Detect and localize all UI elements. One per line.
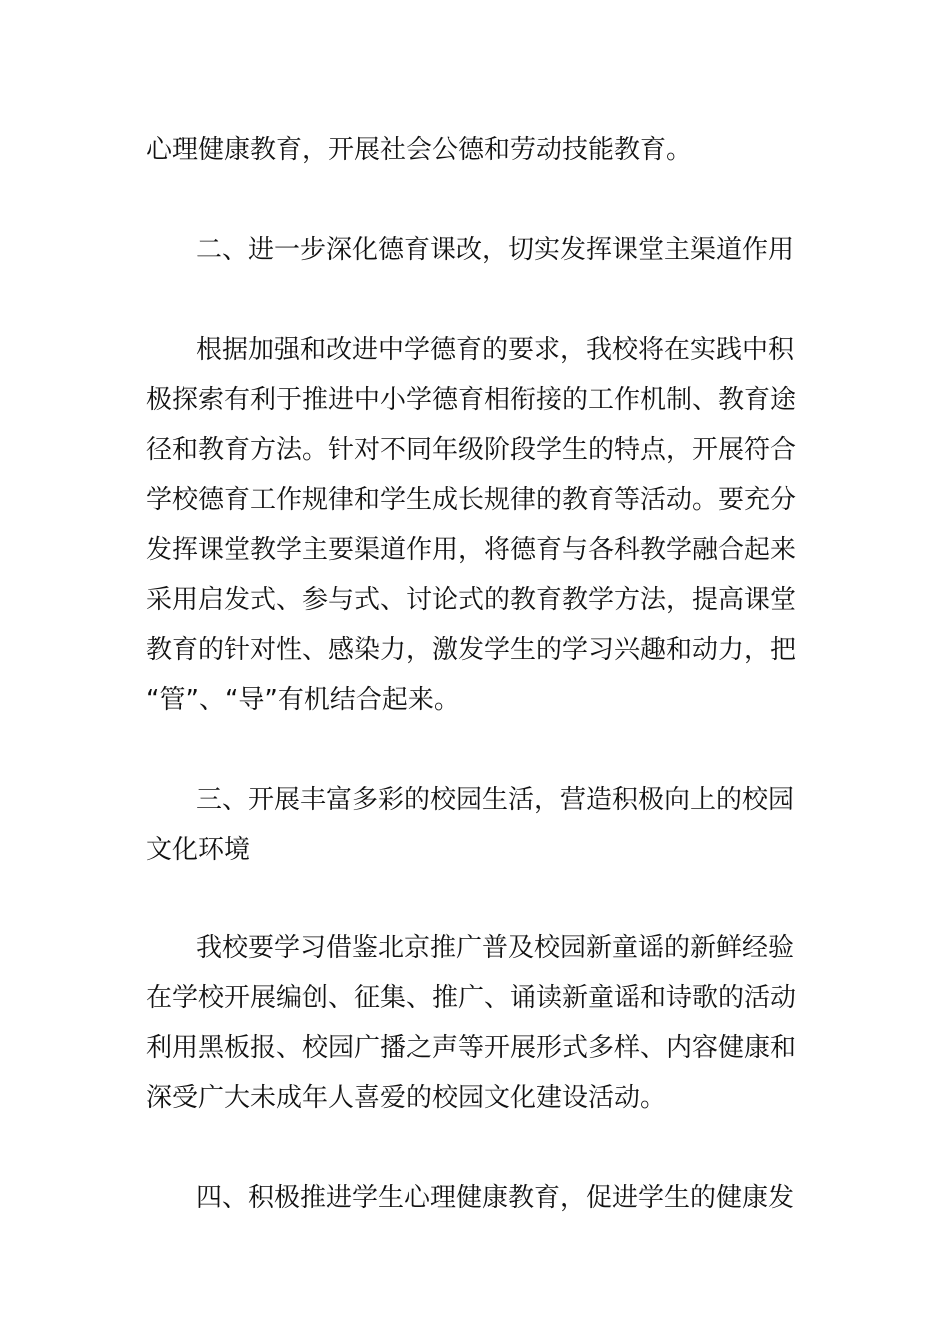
section-heading-2: 二、进一步深化德育课改，切实发挥课堂主渠道作用 xyxy=(196,235,795,265)
paragraph-line-4: 径和教育方法。针对不同年级阶段学生的特点，开展符合 xyxy=(146,435,797,465)
paragraph-line-8: 教育的针对性、感染力，激发学生的学习兴趣和动力，把 xyxy=(146,635,797,665)
section-heading-3: 三、开展丰富多彩的校园生活，营造积极向上的校园 xyxy=(196,785,795,815)
paragraph-line-13: 深受广大未成年人喜爱的校园文化建设活动。 xyxy=(146,1083,667,1113)
paragraph-line-12: 利用黑板报、校园广播之声等开展形式多样、内容健康和 xyxy=(146,1033,797,1063)
paragraph-line-6: 发挥课堂教学主要渠道作用，将德育与各科教学融合起来 xyxy=(146,535,797,565)
paragraph-line-7: 采用启发式、参与式、讨论式的教育教学方法，提高课堂 xyxy=(146,585,797,615)
section-heading-4: 四、积极推进学生心理健康教育，促进学生的健康发 xyxy=(196,1183,795,1213)
paragraph-line-5: 学校德育工作规律和学生成长规律的教育等活动。要充分 xyxy=(146,485,797,515)
paragraph-line-3: 极探索有利于推进中小学德育相衔接的工作机制、教育途 xyxy=(146,385,797,415)
paragraph-line-10: 我校要学习借鉴北京推广普及校园新童谣的新鲜经验 xyxy=(196,933,795,963)
paragraph-line-11: 在学校开展编创、征集、推广、诵读新童谣和诗歌的活动 xyxy=(146,983,797,1013)
paragraph-line-9: “管”、“导”有机结合起来。 xyxy=(146,685,460,715)
paragraph-line-1: 心理健康教育，开展社会公德和劳动技能教育。 xyxy=(146,135,693,165)
paragraph-line-2: 根据加强和改进中学德育的要求，我校将在实践中积 xyxy=(196,335,795,365)
section-heading-3-cont: 文化环境 xyxy=(146,835,251,865)
